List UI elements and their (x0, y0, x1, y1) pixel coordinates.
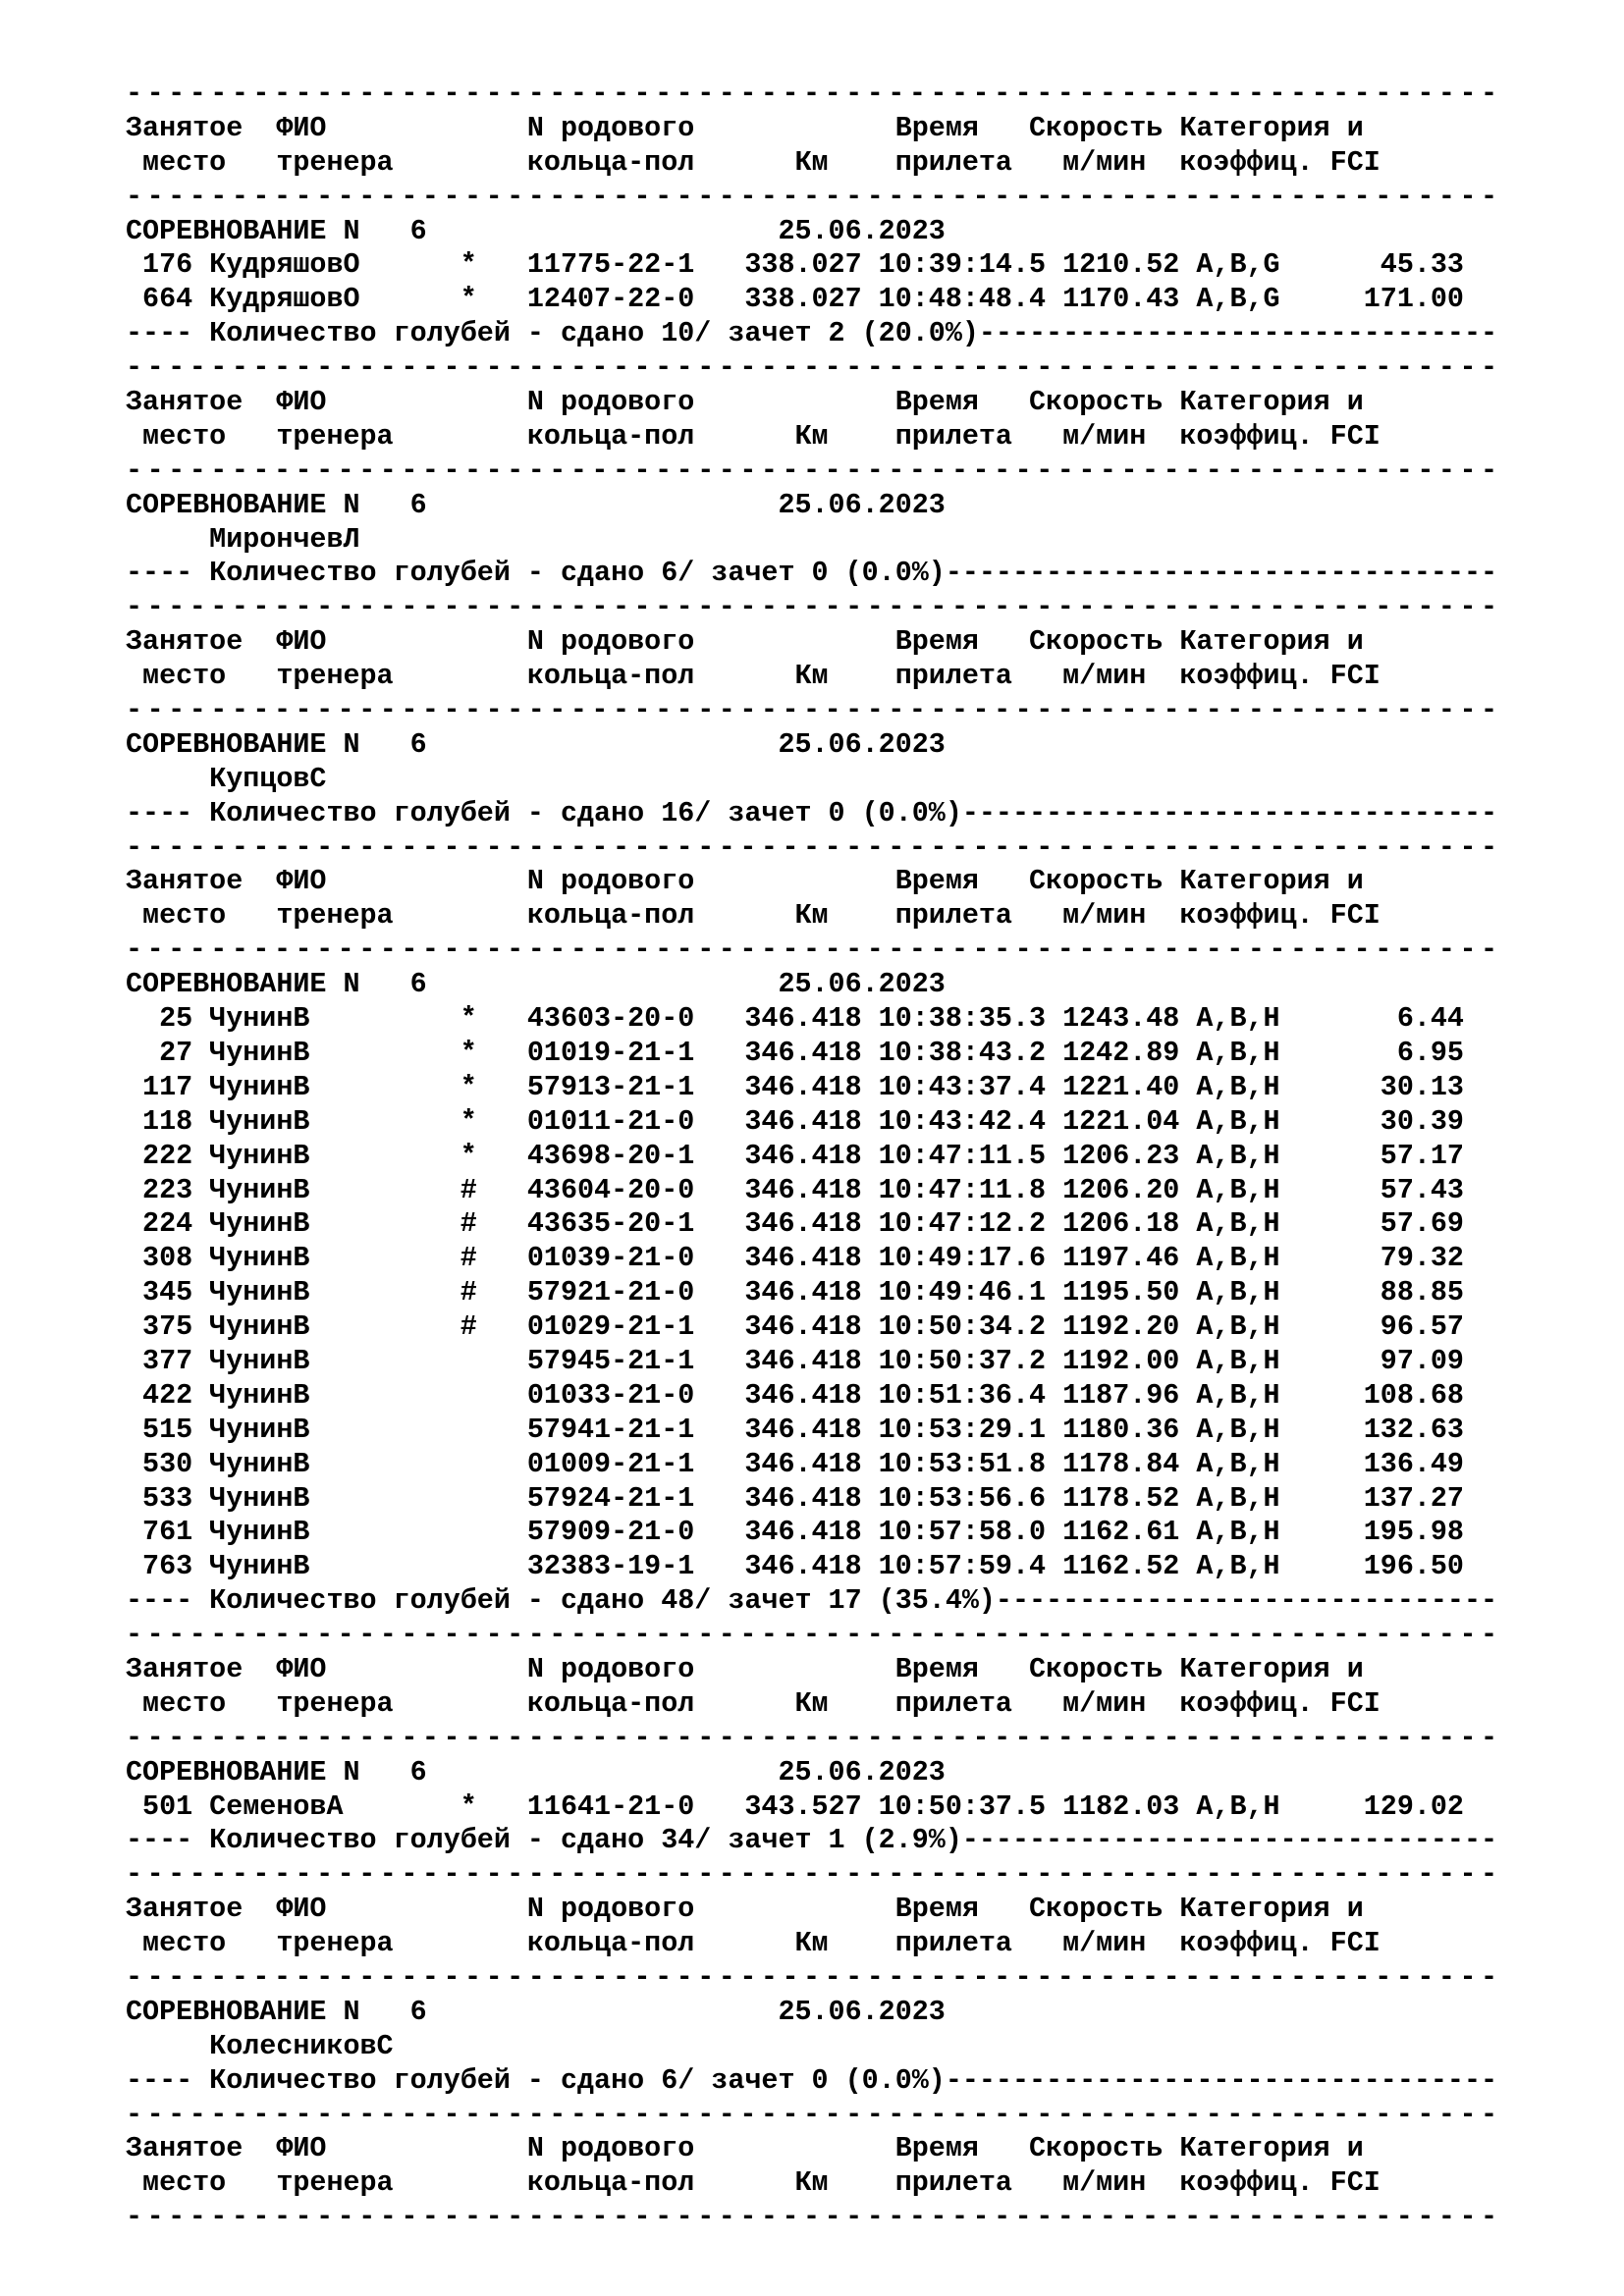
result-row: 377 ЧунинВ 57945-21-1 346.418 10:50:37.2 1192.00 A,B,H 97.09 (126, 1344, 1464, 1377)
summary-line: ---- Количество голубей - сдано 6/ зачет 0 (0.0%)--------------------------------- (126, 557, 1498, 590)
competition-header-line: СОРЕВНОВАНИЕ N 6 25.06.2023 (126, 488, 946, 521)
result-row: 515 ЧунинВ 57941-21-1 346.418 10:53:29.1 1180.36 A,B,H 132.63 (126, 1413, 1464, 1446)
result-row: 118 ЧунинВ * 01011-21-0 346.418 10:43:42.4 1221.04 A,B,H 30.39 (126, 1104, 1464, 1138)
result-row: 27 ЧунинВ * 01019-21-1 346.418 10:38:43.2 1242.89 A,B,H 6.95 (126, 1036, 1464, 1069)
column-header-line: место тренера кольца-пол Км прилета м/мин коэффиц. FCI (126, 899, 1380, 933)
column-header-line: Занятое ФИО N родового Время Скорость Категория и (126, 1893, 1364, 1926)
fancier-name-line: МирончевЛ (126, 522, 360, 556)
result-row: 25 ЧунинВ * 43603-20-0 346.418 10:38:35.3 1243.48 A,B,H 6.44 (126, 1002, 1464, 1036)
fancier-name-line: КупцовС (126, 762, 327, 795)
separator-line: ----------------------------------------------------------------- (126, 78, 1502, 110)
result-row: 530 ЧунинВ 01009-21-1 346.418 10:53:51.8 1178.84 A,B,H 136.49 (126, 1447, 1464, 1480)
result-row: 176 КудряшовО * 11775-22-1 338.027 10:39:14.5 1210.52 A,B,G 45.33 (126, 248, 1464, 282)
race-results-report (126, 78, 1502, 2235)
separator-line: ----------------------------------------------------------------- (126, 351, 1502, 385)
result-row: 117 ЧунинВ * 57913-21-1 346.418 10:43:37.4 1221.40 A,B,H 30.13 (126, 1070, 1464, 1103)
separator-line: ----------------------------------------------------------------- (126, 2201, 1502, 2234)
summary-line: ---- Количество голубей - сдано 10/ зачет 2 (20.0%)------------------------------- (126, 317, 1498, 350)
summary-line: ---- Количество голубей - сдано 16/ зачет 0 (0.0%)-------------------------------- (126, 796, 1498, 829)
result-row: 533 ЧунинВ 57924-21-1 346.418 10:53:56.6 1178.52 A,B,H 137.27 (126, 1481, 1464, 1515)
separator-line: ----------------------------------------------------------------- (126, 830, 1502, 864)
separator-line: ----------------------------------------------------------------- (126, 2098, 1502, 2131)
summary-line: ---- Количество голубей - сдано 34/ зачет 1 (2.9%)-------------------------------- (126, 1824, 1498, 1857)
result-row: 308 ЧунинВ # 01039-21-0 346.418 10:49:17.6 1197.46 A,B,H 79.32 (126, 1242, 1464, 1275)
column-header-line: место тренера кольца-пол Км прилета м/мин коэффиц. FCI (126, 2166, 1380, 2200)
column-header-line: место тренера кольца-пол Км прилета м/мин коэффиц. FCI (126, 419, 1380, 453)
separator-line: ----------------------------------------------------------------- (126, 454, 1502, 487)
separator-line: ----------------------------------------------------------------- (126, 694, 1502, 727)
result-row: 501 СеменовА * 11641-21-0 343.527 10:50:37.5 1182.03 A,B,H 129.02 (126, 1789, 1464, 1823)
column-header-line: Занятое ФИО N родового Время Скорость Категория и (126, 111, 1364, 144)
competition-header-line: СОРЕВНОВАНИЕ N 6 25.06.2023 (126, 1995, 946, 2028)
competition-header-line: СОРЕВНОВАНИЕ N 6 25.06.2023 (126, 1755, 946, 1789)
competition-header-line: СОРЕВНОВАНИЕ N 6 25.06.2023 (126, 214, 946, 247)
separator-line: ----------------------------------------------------------------- (126, 1721, 1502, 1754)
column-header-line: Занятое ФИО N родового Время Скорость Категория и (126, 625, 1364, 659)
result-row: 224 ЧунинВ # 43635-20-1 346.418 10:47:12.2 1206.18 A,B,H 57.69 (126, 1207, 1464, 1241)
result-row: 761 ЧунинВ 57909-21-0 346.418 10:57:58.0 1162.61 A,B,H 195.98 (126, 1516, 1464, 1549)
column-header-line: Занятое ФИО N родового Время Скорость Категория и (126, 386, 1364, 419)
separator-line: ----------------------------------------------------------------- (126, 934, 1502, 967)
competition-header-line: СОРЕВНОВАНИЕ N 6 25.06.2023 (126, 727, 946, 761)
separator-line: ----------------------------------------------------------------- (126, 1858, 1502, 1892)
result-row: 422 ЧунинВ 01033-21-0 346.418 10:51:36.4 1187.96 A,B,H 108.68 (126, 1378, 1464, 1412)
column-header-line: место тренера кольца-пол Км прилета м/мин коэффиц. FCI (126, 145, 1380, 179)
result-row: 223 ЧунинВ # 43604-20-0 346.418 10:47:11.8 1206.20 A,B,H 57.43 (126, 1173, 1464, 1206)
fancier-name-line: КолесниковС (126, 2029, 394, 2062)
result-row: 345 ЧунинВ # 57921-21-0 346.418 10:49:46.1 1195.50 A,B,H 88.85 (126, 1276, 1464, 1309)
column-header-line: Занятое ФИО N родового Время Скорость Категория и (126, 2132, 1364, 2165)
result-row: 763 ЧунинВ 32383-19-1 346.418 10:57:59.4 1162.52 A,B,H 196.50 (126, 1550, 1464, 1583)
summary-line: ---- Количество голубей - сдано 48/ зачет 17 (35.4%)------------------------------ (126, 1584, 1498, 1618)
column-header-line: место тренера кольца-пол Км прилета м/мин коэффиц. FCI (126, 1686, 1380, 1720)
separator-line: ----------------------------------------------------------------- (126, 1960, 1502, 1994)
result-row: 375 ЧунинВ # 01029-21-1 346.418 10:50:34.2 1192.20 A,B,H 96.57 (126, 1310, 1464, 1344)
column-header-line: Занятое ФИО N родового Время Скорость Категория и (126, 1652, 1364, 1685)
result-row: 222 ЧунинВ * 43698-20-1 346.418 10:47:11.5 1206.23 A,B,H 57.17 (126, 1139, 1464, 1172)
summary-line: ---- Количество голубей - сдано 6/ зачет 0 (0.0%)--------------------------------- (126, 2063, 1498, 2097)
separator-line: ----------------------------------------------------------------- (126, 591, 1502, 624)
competition-header-line: СОРЕВНОВАНИЕ N 6 25.06.2023 (126, 968, 946, 1001)
separator-line: ----------------------------------------------------------------- (126, 180, 1502, 213)
column-header-line: место тренера кольца-пол Км прилета м/мин коэффиц. FCI (126, 660, 1380, 693)
result-row: 664 КудряшовО * 12407-22-0 338.027 10:48:48.4 1170.43 A,B,G 171.00 (126, 283, 1464, 316)
separator-line: ----------------------------------------------------------------- (126, 1619, 1502, 1652)
column-header-line: Занятое ФИО N родового Время Скорость Категория и (126, 865, 1364, 898)
column-header-line: место тренера кольца-пол Км прилета м/мин коэффиц. FCI (126, 1927, 1380, 1960)
